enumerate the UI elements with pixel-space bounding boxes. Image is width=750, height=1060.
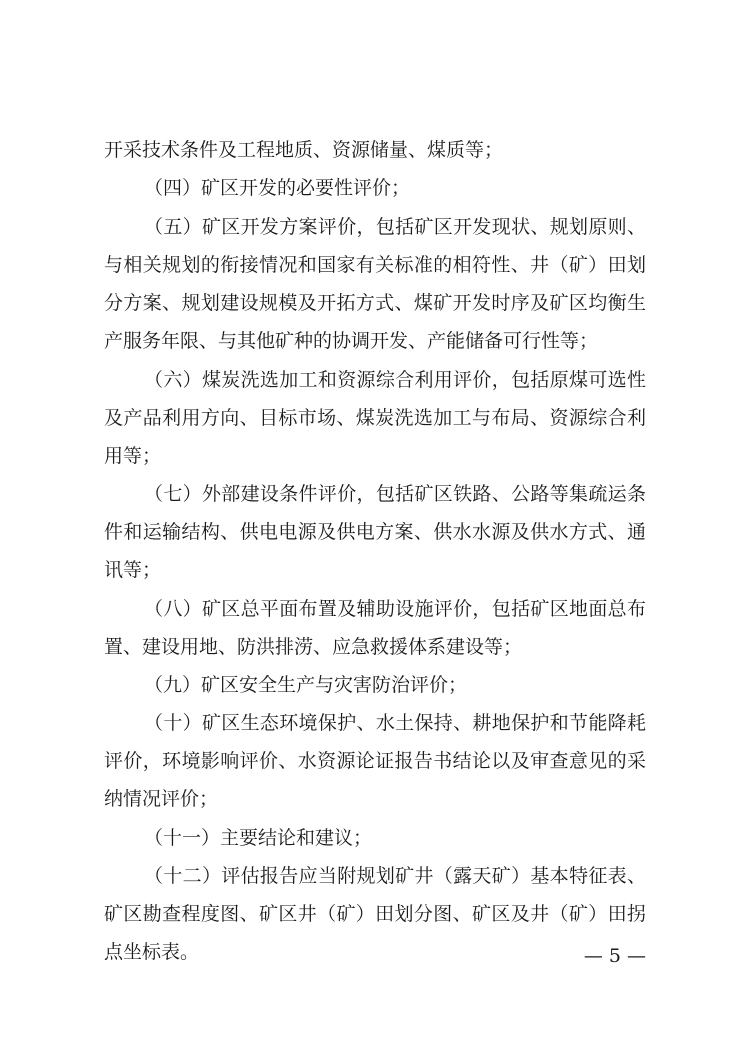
text-line: 件和运输结构、供电电源及供电方案、供水水源及供水方式、通 [104, 521, 646, 543]
text-line: 用等； [104, 445, 162, 467]
text-line: 与相关规划的衔接情况和国家有关标准的相符性、井（矿）田划 [104, 254, 646, 276]
text-line: （六）煤炭洗选加工和资源综合利用评价，包括原煤可选性 [144, 369, 646, 391]
text-line: 置、建设用地、防洪排涝、应急救援体系建设等； [104, 636, 523, 658]
text-line: （十）矿区生态环境保护、水土保持、耕地保护和节能降耗 [144, 712, 646, 734]
text-line: （十一）主要结论和建议； [144, 827, 373, 849]
text-line: （四）矿区开发的必要性评价； [144, 177, 411, 199]
text-line: 点坐标表。 [104, 941, 200, 963]
text-line: 纳情况评价； [104, 788, 219, 810]
text-line: 分方案、规划建设规模及开拓方式、煤矿开发时序及矿区均衡生 [104, 292, 646, 314]
text-line: （五）矿区开发方案评价，包括矿区开发现状、规划原则、 [144, 216, 646, 238]
text-line: 及产品利用方向、目标市场、煤炭洗选加工与布局、资源综合利 [104, 407, 646, 429]
text-line: 矿区勘查程度图、矿区井（矿）田划分图、矿区及井（矿）田拐 [104, 903, 646, 925]
text-line: （七）外部建设条件评价，包括矿区铁路、公路等集疏运条 [144, 483, 646, 505]
page-number: — 5 — [583, 945, 646, 967]
text-line: 开采技术条件及工程地质、资源储量、煤质等； [104, 139, 504, 161]
text-line: （十二）评估报告应当附规划矿井（露天矿）基本特征表、 [144, 865, 646, 887]
text-line: 讯等； [104, 559, 162, 581]
text-line: 产服务年限、与其他矿种的协调开发、产能储备可行性等； [104, 330, 599, 352]
text-line: （九）矿区安全生产与灾害防治评价； [144, 674, 468, 696]
text-line: 评价，环境影响评价、水资源论证报告书结论以及审查意见的采 [104, 750, 646, 772]
text-line: （八）矿区总平面布置及辅助设施评价，包括矿区地面总布 [144, 598, 646, 620]
